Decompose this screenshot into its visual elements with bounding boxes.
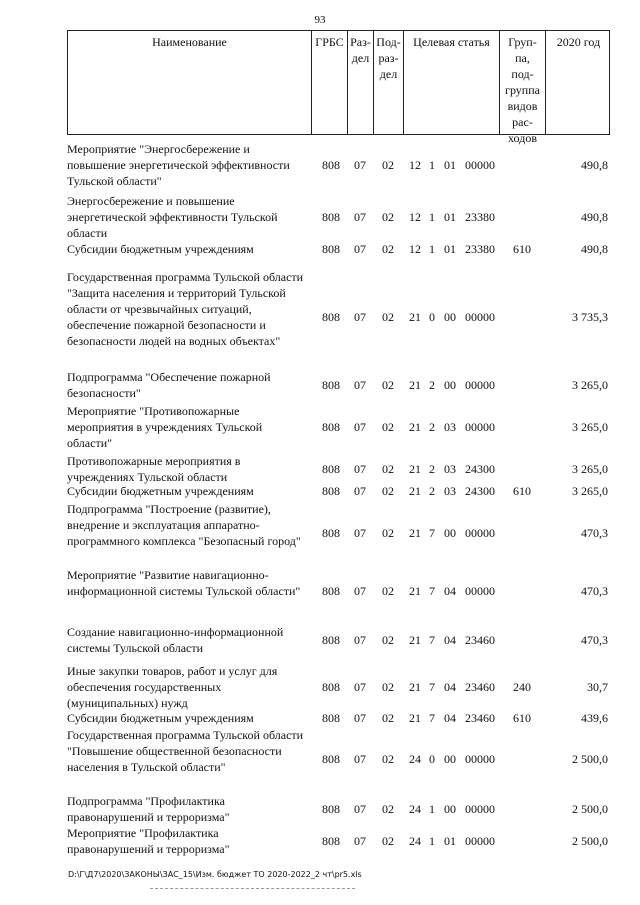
row-name: Энергосбережение и повышение энергетической эффективности Тульской области <box>67 194 278 240</box>
cell-prz: 02 <box>382 310 394 324</box>
table-row <box>67 710 610 726</box>
cell-amount: 3 265,0 <box>572 420 608 434</box>
cell-rz: 07 <box>354 484 366 498</box>
table-row <box>67 483 610 499</box>
row-name: Иные закупки товаров, работ и услуг для обеспечения государственных (муниципальных) нужд <box>67 664 278 710</box>
row-name: Подпрограмма "Профилактика правонарушений и терроризма" <box>67 794 230 824</box>
header-group: Груп- па, под- группа видов рас- ходов <box>505 35 540 145</box>
row-name: Государственная программа Тульской области "Защита населения и территорий Тульской области от чрезвычайных ситуаций, обеспечение пожарной безопасности и безопасности людей на водных объектах" <box>67 270 304 348</box>
cell-t2: 1 <box>429 802 435 816</box>
cell-t1: 21 <box>409 584 421 598</box>
cell-rz: 07 <box>354 242 366 256</box>
cell-t4: 00000 <box>465 310 495 324</box>
cell-amount: 2 500,0 <box>572 834 608 848</box>
header-name: Наименование <box>152 35 227 49</box>
cell-grbs: 808 <box>322 802 340 816</box>
table-row <box>67 727 610 791</box>
cell-grbs: 808 <box>322 158 340 172</box>
cell-rz: 07 <box>354 633 366 647</box>
header-target-cell <box>404 31 500 134</box>
row-name: Мероприятие "Энергосбережение и повышение энергетической эффективности Тульской области" <box>67 142 290 188</box>
cell-prz: 02 <box>382 802 394 816</box>
cell-t4: 23460 <box>465 633 495 647</box>
cell-t2: 1 <box>429 834 435 848</box>
cell-amount: 30,7 <box>587 680 608 694</box>
cell-t2: 1 <box>429 158 435 172</box>
cell-t3: 04 <box>444 584 456 598</box>
cell-t4: 00000 <box>465 526 495 540</box>
cell-t3: 00 <box>444 802 456 816</box>
row-name: Мероприятие "Развитие навигационно-информационной системы Тульской области" <box>67 568 301 598</box>
cell-t4: 24300 <box>465 484 495 498</box>
cell-t1: 12 <box>409 158 421 172</box>
cell-rz: 07 <box>354 526 366 540</box>
cell-grbs: 808 <box>322 210 340 224</box>
cell-t3: 00 <box>444 526 456 540</box>
row-name: Субсидии бюджетным учреждениям <box>67 484 254 498</box>
table-row <box>67 269 610 365</box>
cell-t3: 00 <box>444 752 456 766</box>
cell-prz: 02 <box>382 526 394 540</box>
cell-rz: 07 <box>354 711 366 725</box>
cell-prz: 02 <box>382 680 394 694</box>
table-row <box>67 369 610 401</box>
cell-prz: 02 <box>382 584 394 598</box>
cell-t1: 21 <box>409 310 421 324</box>
cell-t2: 7 <box>429 680 435 694</box>
cell-rz: 07 <box>354 680 366 694</box>
file-path-footer: D:\Г\Д7\2020\ЗАКОНЫ\ЗАС_15\Изм. бюджет ТО 2020-2022_2 чт\pr5.xls <box>68 870 362 879</box>
cell-t3: 00 <box>444 310 456 324</box>
header-year-cell <box>546 31 611 134</box>
cell-grbs: 808 <box>322 310 340 324</box>
table-row <box>67 501 610 565</box>
table-row <box>67 624 610 656</box>
row-name: Субсидии бюджетным учреждениям <box>67 711 254 725</box>
cell-amount: 470,3 <box>581 584 608 598</box>
cell-t2: 2 <box>429 420 435 434</box>
cell-rz: 07 <box>354 310 366 324</box>
header-podrazdel-cell <box>374 31 404 134</box>
table-row <box>67 663 610 711</box>
cell-prz: 02 <box>382 834 394 848</box>
cell-t2: 7 <box>429 711 435 725</box>
cell-rz: 07 <box>354 210 366 224</box>
cell-t4: 23460 <box>465 680 495 694</box>
cell-t3: 04 <box>444 711 456 725</box>
cell-grbs: 808 <box>322 484 340 498</box>
table-row <box>67 825 610 857</box>
cell-t3: 04 <box>444 680 456 694</box>
cell-t4: 23380 <box>465 242 495 256</box>
cell-rz: 07 <box>354 420 366 434</box>
cell-t1: 21 <box>409 526 421 540</box>
row-name: Создание навигационно-информационной системы Тульской области <box>67 625 284 655</box>
table-row <box>67 453 610 485</box>
cell-t3: 00 <box>444 378 456 392</box>
table-row <box>67 193 610 241</box>
cell-grbs: 808 <box>322 680 340 694</box>
cell-amount: 490,8 <box>581 242 608 256</box>
cell-t1: 21 <box>409 484 421 498</box>
cell-t2: 7 <box>429 633 435 647</box>
cell-prz: 02 <box>382 633 394 647</box>
cell-amount: 2 500,0 <box>572 802 608 816</box>
cell-grbs: 808 <box>322 462 340 476</box>
row-name: Подпрограмма "Обеспечение пожарной безопасности" <box>67 370 271 400</box>
header-razdel-cell <box>348 31 374 134</box>
cell-grbs: 808 <box>322 378 340 392</box>
cell-amount: 3 265,0 <box>572 484 608 498</box>
cell-rz: 07 <box>354 378 366 392</box>
cell-rz: 07 <box>354 158 366 172</box>
row-name: Подпрограмма "Построение (развитие), внедрение и эксплуатация аппаратно-программного комплекса "Безопасный город" <box>67 502 301 548</box>
cell-t2: 2 <box>429 484 435 498</box>
cell-amount: 2 500,0 <box>572 752 608 766</box>
cell-amount: 3 735,3 <box>572 310 608 324</box>
cell-t3: 03 <box>444 462 456 476</box>
cell-rz: 07 <box>354 834 366 848</box>
cell-t4: 00000 <box>465 420 495 434</box>
cell-amount: 490,8 <box>581 158 608 172</box>
cell-prz: 02 <box>382 210 394 224</box>
cell-t1: 21 <box>409 711 421 725</box>
header-grbs: ГРБС <box>315 35 344 49</box>
cell-prz: 02 <box>382 420 394 434</box>
cell-t3: 01 <box>444 210 456 224</box>
divider <box>150 888 355 889</box>
cell-t1: 21 <box>409 680 421 694</box>
cell-grbs: 808 <box>322 242 340 256</box>
cell-t3: 04 <box>444 633 456 647</box>
cell-rz: 07 <box>354 752 366 766</box>
row-name: Мероприятие "Противопожарные мероприятия в учреждениях Тульской области" <box>67 404 263 450</box>
cell-prz: 02 <box>382 462 394 476</box>
cell-t2: 7 <box>429 584 435 598</box>
cell-prz: 02 <box>382 158 394 172</box>
cell-t4: 00000 <box>465 158 495 172</box>
cell-prz: 02 <box>382 378 394 392</box>
header-razdel: Раз- дел <box>350 35 371 65</box>
cell-t2: 2 <box>429 378 435 392</box>
table-header <box>67 30 610 145</box>
table-row <box>67 403 610 451</box>
cell-t2: 0 <box>429 752 435 766</box>
cell-amount: 439,6 <box>581 711 608 725</box>
cell-t2: 2 <box>429 462 435 476</box>
cell-t4: 00000 <box>465 802 495 816</box>
cell-grbs: 808 <box>322 584 340 598</box>
cell-t4: 00000 <box>465 378 495 392</box>
cell-t1: 24 <box>409 802 421 816</box>
cell-grbs: 808 <box>322 834 340 848</box>
cell-t1: 21 <box>409 378 421 392</box>
cell-grbs: 808 <box>322 711 340 725</box>
table-row <box>67 141 610 189</box>
cell-t3: 03 <box>444 484 456 498</box>
cell-grbs: 808 <box>322 752 340 766</box>
cell-grbs: 808 <box>322 420 340 434</box>
cell-rz: 07 <box>354 584 366 598</box>
cell-prz: 02 <box>382 242 394 256</box>
header-name-cell <box>68 31 312 134</box>
cell-t1: 12 <box>409 210 421 224</box>
cell-t2: 1 <box>429 210 435 224</box>
cell-t3: 01 <box>444 158 456 172</box>
cell-t1: 12 <box>409 242 421 256</box>
cell-prz: 02 <box>382 752 394 766</box>
cell-t1: 21 <box>409 420 421 434</box>
cell-grbs: 808 <box>322 633 340 647</box>
header-grbs-cell <box>312 31 348 134</box>
cell-vr: 610 <box>513 242 531 256</box>
header-target: Целевая статья <box>413 35 490 49</box>
cell-t2: 1 <box>429 242 435 256</box>
table-row <box>67 567 610 615</box>
cell-t1: 21 <box>409 462 421 476</box>
cell-t4: 23460 <box>465 711 495 725</box>
cell-vr: 610 <box>513 711 531 725</box>
row-name: Мероприятие "Профилактика правонарушений и терроризма" <box>67 826 230 856</box>
cell-rz: 07 <box>354 462 366 476</box>
cell-grbs: 808 <box>322 526 340 540</box>
cell-t3: 03 <box>444 420 456 434</box>
cell-rz: 07 <box>354 802 366 816</box>
cell-t4: 00000 <box>465 834 495 848</box>
cell-t4: 23380 <box>465 210 495 224</box>
row-name: Субсидии бюджетным учреждениям <box>67 242 254 256</box>
header-podrazdel: Под- раз- дел <box>376 35 401 81</box>
cell-prz: 02 <box>382 484 394 498</box>
cell-amount: 470,3 <box>581 526 608 540</box>
table-row <box>67 241 610 257</box>
cell-t1: 21 <box>409 633 421 647</box>
cell-t3: 01 <box>444 242 456 256</box>
header-year: 2020 год <box>556 35 601 49</box>
header-group-cell <box>500 31 546 145</box>
cell-amount: 470,3 <box>581 633 608 647</box>
cell-t4: 00000 <box>465 584 495 598</box>
table-row <box>67 793 610 825</box>
cell-t4: 00000 <box>465 752 495 766</box>
cell-amount: 3 265,0 <box>572 378 608 392</box>
row-name: Противопожарные мероприятия в учреждениях Тульской области <box>67 454 241 484</box>
cell-amount: 490,8 <box>581 210 608 224</box>
cell-amount: 3 265,0 <box>572 462 608 476</box>
cell-t2: 0 <box>429 310 435 324</box>
cell-t3: 01 <box>444 834 456 848</box>
cell-prz: 02 <box>382 711 394 725</box>
cell-vr: 610 <box>513 484 531 498</box>
cell-t1: 24 <box>409 752 421 766</box>
cell-vr: 240 <box>513 680 531 694</box>
cell-t1: 24 <box>409 834 421 848</box>
page-number: 93 <box>314 14 326 26</box>
cell-t2: 7 <box>429 526 435 540</box>
row-name: Государственная программа Тульской области "Повышение общественной безопасности населения в Тульской области" <box>67 728 304 774</box>
cell-t4: 24300 <box>465 462 495 476</box>
